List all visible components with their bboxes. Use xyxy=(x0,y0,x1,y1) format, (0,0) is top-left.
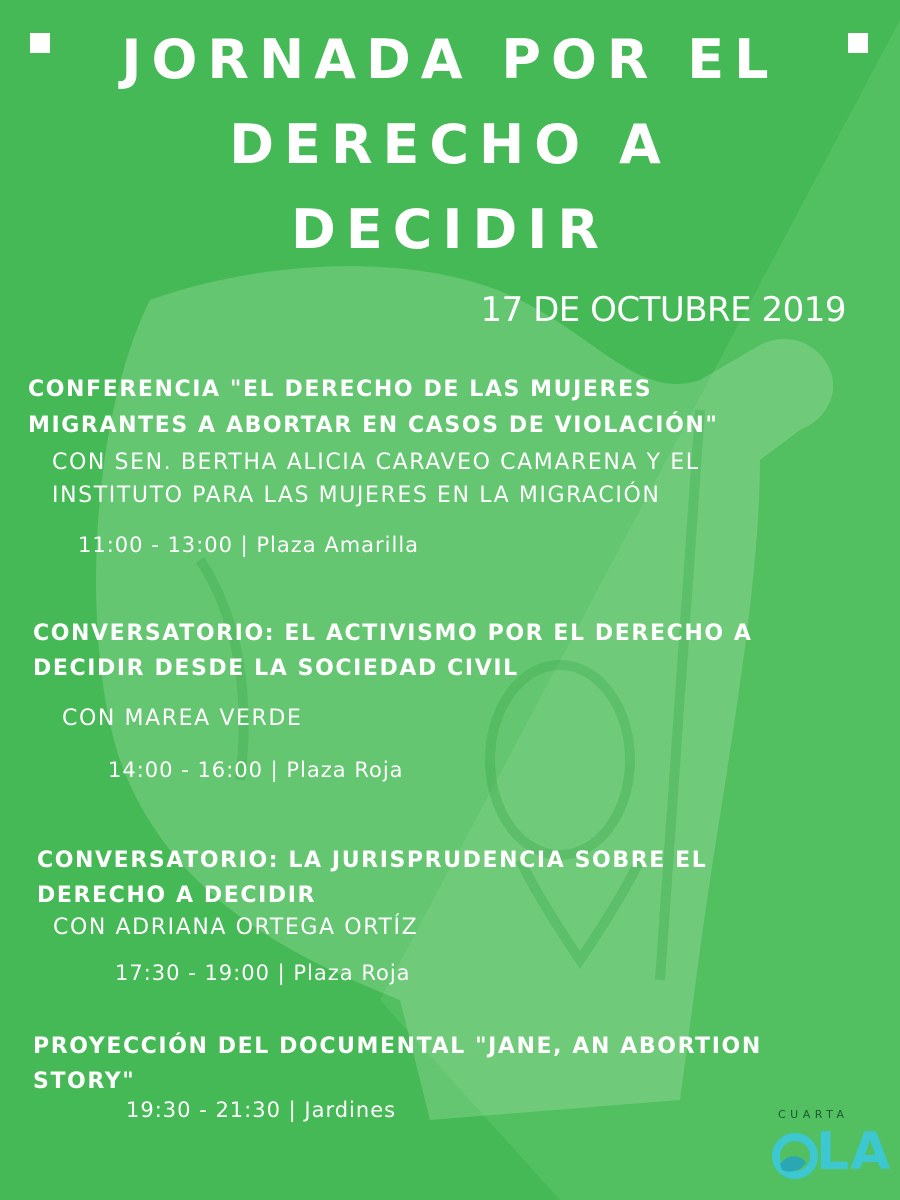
event-2-title-line-2: DECIDIR DESDE LA SOCIEDAD CIVIL xyxy=(33,656,519,681)
title-line-2: DERECHO A xyxy=(229,113,671,176)
event-4-title-line-2: STORY" xyxy=(33,1069,136,1094)
logo-small-text: CUARTA xyxy=(778,1108,849,1121)
event-1-with-line-2: INSTITUTO PARA LAS MUJERES EN LA MIGRACIÓN xyxy=(52,483,661,508)
event-1-time: 11:00 - 13:00 | Plaza Amarilla xyxy=(78,533,420,557)
event-1-with-line-1: CON SEN. BERTHA ALICIA CARAVEO CAMARENA Y EL xyxy=(52,450,700,475)
event-1-title-line-1: CONFERENCIA "EL DERECHO DE LAS MUJERES xyxy=(28,377,653,402)
title-line-3: DECIDIR xyxy=(291,198,609,261)
event-date: 17 DE OCTUBRE 2019 xyxy=(480,290,846,330)
wave-o-icon xyxy=(772,1124,818,1184)
event-3-with-line-1: CON ADRIANA ORTEGA ORTÍZ xyxy=(53,915,419,940)
event-4-title-line-1: PROYECCIÓN DEL DOCUMENTAL "JANE, AN ABORTION xyxy=(33,1034,762,1059)
event-4-time: 19:30 - 21:30 | Jardines xyxy=(126,1098,397,1122)
event-3-title-line-2: DERECHO A DECIDIR xyxy=(37,883,317,908)
event-2-time: 14:00 - 16:00 | Plaza Roja xyxy=(108,758,404,782)
event-3-title-line-1: CONVERSATORIO: LA JURISPRUDENCIA SOBRE EL xyxy=(37,848,708,873)
logo-big-text: LA xyxy=(816,1122,892,1182)
cuarta-ola-logo xyxy=(772,1108,894,1188)
event-2-with-line-1: CON MAREA VERDE xyxy=(62,706,303,731)
event-1-title-line-2: MIGRANTES A ABORTAR EN CASOS DE VIOLACIÓN" xyxy=(28,413,719,438)
event-2-title-line-1: CONVERSATORIO: EL ACTIVISMO POR EL DERECHO A xyxy=(33,621,753,646)
title-line-1: JORNADA POR EL xyxy=(121,28,779,91)
event-3-time: 17:30 - 19:00 | Plaza Roja xyxy=(115,961,411,985)
